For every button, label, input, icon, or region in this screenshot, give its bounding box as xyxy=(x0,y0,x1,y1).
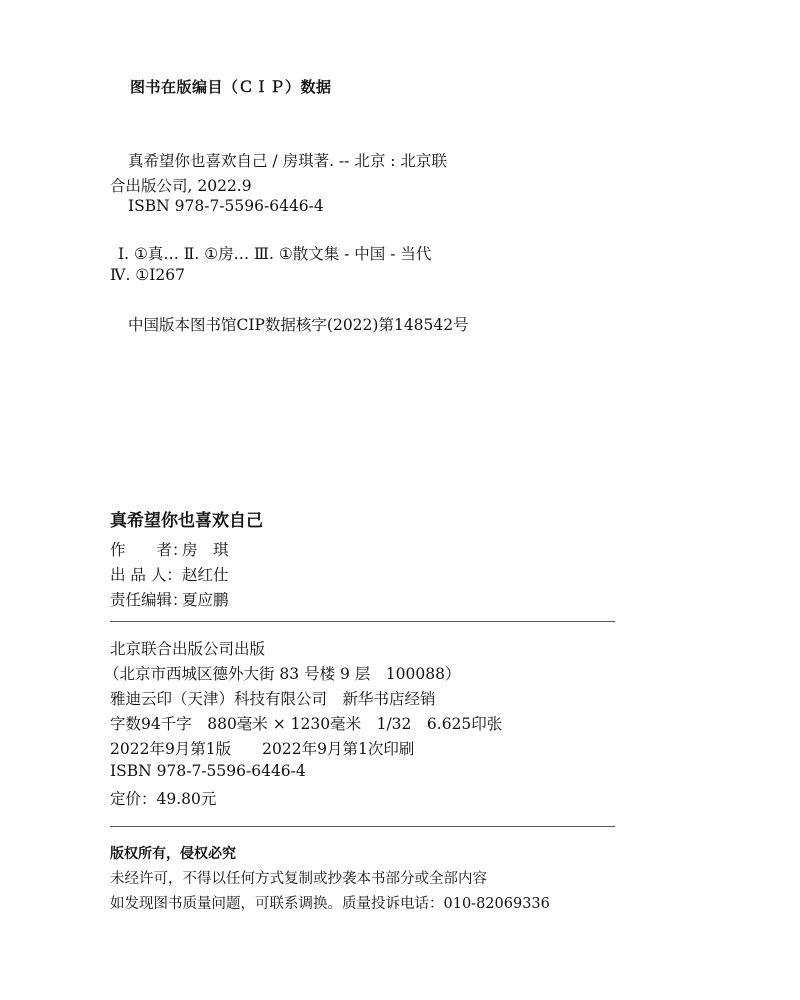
rights-line-1: 未经许可，不得以任何方式复制或抄袭本书部分或全部内容 xyxy=(110,871,487,887)
printer-line: 雅迪云印（天津）科技有限公司 新华书店经销 xyxy=(110,690,436,708)
book-title: 真希望你也喜欢自己 xyxy=(110,511,263,531)
credit-producer xyxy=(110,563,229,585)
cip-classification-line-2: Ⅳ. ①I267 xyxy=(110,266,185,284)
credit-label: 出 品 人： xyxy=(110,566,182,584)
credit-value: 房 琪 xyxy=(182,541,229,559)
publisher-line: 北京联合出版公司出版 xyxy=(110,640,266,658)
divider-top xyxy=(110,621,615,622)
cip-isbn: ISBN 978-7-5596-6446-4 xyxy=(128,197,324,215)
divider-bottom xyxy=(110,826,615,827)
specs-line: 字数94千字 880毫米 × 1230毫米 1/32 6.625印张 xyxy=(110,715,503,733)
cip-heading: 图书在版编目（ＣＩＰ）数据 xyxy=(130,78,332,96)
credit-label: 责任编辑： xyxy=(110,591,188,609)
price-line: 定价：49.80元 xyxy=(110,790,217,808)
rights-line-2: 如发现图书质量问题，可联系调换。质量投诉电话：010-82069336 xyxy=(110,896,550,912)
credit-label: 作 者： xyxy=(110,541,188,559)
edition-line: 2022年9月第1版 2022年9月第1次印刷 xyxy=(110,740,415,758)
credit-value: 赵红仕 xyxy=(182,566,229,584)
publisher-address: （北京市西城区德外大街 83 号楼 9 层 100088） xyxy=(104,665,461,683)
credit-editor xyxy=(110,588,229,610)
cip-record-number: 中国版本图书馆CIP数据核字(2022)第148542号 xyxy=(128,316,469,334)
cip-classification-line-1: Ⅰ. ①真… Ⅱ. ①房… Ⅲ. ①散文集 - 中国 - 当代 xyxy=(118,245,432,263)
credit-author xyxy=(110,538,229,560)
credit-value: 夏应鹏 xyxy=(182,591,229,609)
rights-heading: 版权所有，侵权必究 xyxy=(110,846,236,862)
cip-entry-line-2: 合出版公司, 2022.9 xyxy=(110,177,252,195)
cip-entry-line-1: 真希望你也喜欢自己 / 房琪著. -- 北京 : 北京联 xyxy=(128,152,447,170)
isbn-line: ISBN 978-7-5596-6446-4 xyxy=(110,762,306,780)
